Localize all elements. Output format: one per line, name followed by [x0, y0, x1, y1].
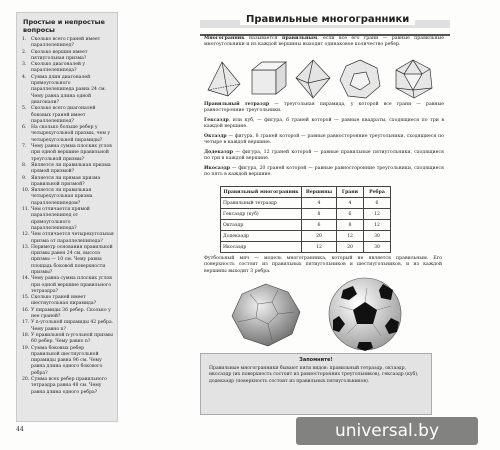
question-number: 8.: [22, 162, 27, 168]
question-number: 17.: [22, 320, 30, 326]
question-item: [17, 144, 117, 163]
definition-term: Гексаэдр: [204, 118, 229, 123]
question-text: Сколько всего диагоналей боковых граней имеет параллелепипед?: [31, 106, 96, 124]
polyhedra-table: [220, 186, 391, 253]
question-number: 4.: [22, 74, 27, 80]
definition-term: Икосаэдр: [204, 166, 231, 171]
table-cell: 12: [302, 242, 337, 253]
table-row: [221, 242, 391, 253]
question-item: [17, 163, 117, 176]
question-text: На сколько больше ребер у четырехугольной призмы, чем у четырехугольной пирамиды?: [31, 125, 111, 143]
question-number: 15.: [22, 295, 30, 301]
table-cell: Гексаэдр (куб): [221, 209, 302, 220]
question-item: [17, 37, 117, 50]
question-number: 6.: [22, 125, 27, 131]
page-title: Правильные многогранники: [240, 14, 415, 25]
question-number: 20.: [22, 377, 30, 383]
definition-paragraph: [204, 150, 444, 163]
table-body: [221, 198, 391, 253]
table-cell: 30: [364, 231, 391, 242]
question-item: [17, 276, 117, 295]
questions-title: Простые и непростые вопросы: [23, 18, 105, 34]
intro-term-2: правильным: [282, 36, 318, 41]
table-row: [221, 198, 391, 209]
question-text: Периметр основания правильной призмы равен 24 см, высота призмы — 10 см. Чему равна площадь боковой поверхности призмы?: [31, 244, 113, 275]
remember-title: Запомните!: [299, 357, 333, 363]
table-header-cell: Грани: [337, 187, 364, 198]
question-text: Чем отличается прямой параллелепипед от прямоугольного параллелепипеда?: [31, 207, 90, 231]
definition-text: — фигура, 20 граней которой — равные равносторонние треугольники, сходящиеся по пять в каждой вершине.: [204, 166, 444, 178]
question-item: [17, 295, 117, 308]
question-text: Чему равна сумма плоских углов при одной вершине правильной треугольной призмы?: [31, 144, 112, 162]
definition-paragraph: [204, 166, 444, 179]
intro-text-2: , если все его грани — равные правильные многоугольники и из каждой вершины выходит одинаковое количество ребер.: [204, 36, 444, 48]
table-cell: 6: [364, 198, 391, 209]
question-number: 2.: [22, 49, 27, 55]
intro-paragraph: [204, 36, 444, 49]
table-header-row: [221, 187, 391, 198]
questions-list: [17, 37, 117, 396]
question-number: 16.: [22, 307, 30, 313]
cube-figure: [252, 62, 286, 94]
definition-term: Додекаэдр: [204, 150, 234, 155]
question-text: Является ли правильная четырехугольная призма параллелепипедом?: [31, 188, 93, 206]
dodecahedron-figure: [340, 60, 380, 98]
table-cell: Икосаэдр: [221, 242, 302, 253]
question-text: У пирамиды 36 ребер. Сколько у нее граней?: [31, 307, 111, 320]
section-header: [200, 12, 450, 36]
table-cell: 12: [364, 209, 391, 220]
table-cell: 6: [337, 209, 364, 220]
question-number: 5.: [22, 106, 27, 112]
question-text: Сумма длин диагоналей прямоугольного параллелепипеда равна 24 см. Чему равна длина одной диагонали?: [31, 74, 107, 105]
question-number: 3.: [22, 62, 27, 68]
definition-paragraph: [204, 102, 444, 115]
table-cell: 12: [337, 231, 364, 242]
question-text: У n-угольной пирамиды 42 ребра. Чему равно n?: [31, 320, 114, 332]
question-number: 11.: [22, 207, 30, 213]
question-item: [17, 308, 117, 321]
definition-text: — треугольная пирамида, у которой все грани — равные равносторонние треугольники.: [204, 102, 445, 114]
question-item: [17, 106, 117, 125]
question-item: [17, 377, 117, 396]
watermark: universal.by: [296, 417, 478, 445]
definition-term: Правильный тетраэдр: [204, 102, 270, 107]
football-image: [325, 276, 405, 352]
intro-term: Многогранник: [204, 36, 245, 41]
page-number: 44: [16, 426, 24, 433]
table-cell: 12: [364, 220, 391, 231]
question-text: Чем отличается четырехугольная призма от параллелепипеда?: [31, 232, 114, 244]
question-item: [17, 346, 117, 377]
table-row: [221, 231, 391, 242]
question-number: 10.: [22, 188, 30, 194]
question-number: 18.: [22, 332, 30, 338]
table-cell: 20: [302, 231, 337, 242]
question-text: Сколько граней имеет шестиугольная пирамида?: [31, 295, 97, 307]
question-text: У правильной n-угольной призмы 60 ребер. Чему равно n?: [31, 332, 113, 345]
question-text: Сколько диагоналей у параллелепипеда?: [31, 62, 86, 74]
question-item: [17, 176, 117, 189]
definition-term: Октаэдр: [204, 134, 227, 139]
question-item: [17, 125, 117, 144]
question-item: [17, 245, 117, 276]
table-cell: 4: [302, 198, 337, 209]
question-item: [17, 232, 117, 245]
question-text: Сколько вершин имеет пятиугольная призма?: [31, 49, 88, 61]
octahedron-figure: [296, 60, 330, 98]
question-number: 14.: [22, 276, 30, 282]
question-text: Сколько всего граней имеет параллелепипед?: [31, 37, 101, 49]
question-number: 9.: [22, 175, 27, 181]
table-cell: Октаэдр: [221, 220, 302, 231]
question-text: Является ли правильная призма прямой призмой?: [31, 162, 111, 175]
table-cell: 6: [302, 220, 337, 231]
remember-text: Правильные многогранники бывают пяти видов: правильный тетраэдр, октаэдр, икосаэдр (их поверхность состоит из равносторонних треугольников), гексаэдр (куб), додекаэдр (поверхность состоит из правильных пятиугольников).: [209, 366, 419, 384]
remember-box: [200, 353, 432, 415]
football-paragraph: Футбольный мяч — модель многогранника, который не является правильным. Его поверхность состоит из правильных пятиугольников и шестиугольников, и из каждой вершины выходит 3 ребра.: [204, 256, 442, 274]
polyhedra-illustration: [200, 58, 450, 100]
question-item: [17, 333, 117, 346]
definition-text: — фигура, 8 граней которой — равные равносторонние треугольники, сходящиеся по четыре в каждой вершине.: [204, 134, 444, 146]
question-item: [17, 207, 117, 232]
question-number: 19.: [22, 345, 30, 351]
table-cell: Правильный тетраэдр: [221, 198, 302, 209]
table-cell: 4: [337, 198, 364, 209]
question-item: [17, 188, 117, 207]
table-cell: Додекаэдр: [221, 231, 302, 242]
question-number: 12.: [22, 232, 30, 238]
truncated-icosahedron-figure: [228, 282, 304, 348]
question-text: Является ли прямая призма правильной призмой?: [31, 175, 101, 187]
question-item: [17, 50, 117, 63]
question-text: Сумма всех ребер правильного тетраэдра равна 48 см. Чему равна длина одного ребра?: [31, 377, 107, 395]
table-cell: 20: [337, 242, 364, 253]
table-cell: 30: [364, 242, 391, 253]
question-item: [17, 320, 117, 333]
question-text: Сумма боковых ребер правильной шестиугольной пирамиды равна 96 см. Чему равна длина одного бокового ребра?: [31, 345, 103, 376]
definition-paragraph: [204, 118, 444, 131]
table-header-cell: Правильный многогранник: [221, 187, 302, 198]
table-header-cell: Ребра: [364, 187, 391, 198]
question-item: [17, 62, 117, 75]
table-header-cell: Вершины: [302, 187, 337, 198]
question-item: [17, 75, 117, 106]
question-number: 7.: [22, 144, 27, 150]
question-text: Чему равна сумма плоских углов при одной вершине правильного тетраэдра?: [31, 276, 112, 294]
questions-panel: [16, 12, 118, 422]
definition-paragraph: [204, 134, 444, 147]
table-cell: 8: [302, 209, 337, 220]
intro-text-1: называется: [244, 36, 283, 41]
table-row: [221, 220, 391, 231]
definition-text: , или куб, — фигура, 6 граней которой — равные квадраты, сходящиеся по три в каждой вершине.: [204, 118, 444, 130]
icosahedron-figure: [396, 60, 432, 98]
question-number: 13.: [22, 244, 30, 250]
question-number: 1.: [22, 37, 27, 42]
table-row: [221, 209, 391, 220]
table-cell: 8: [337, 220, 364, 231]
definition-text: — фигура, 12 граней которой — равные правильные пятиугольники, сходящиеся по три в каждой вершине.: [204, 150, 444, 162]
tetrahedron-figure: [208, 62, 240, 96]
